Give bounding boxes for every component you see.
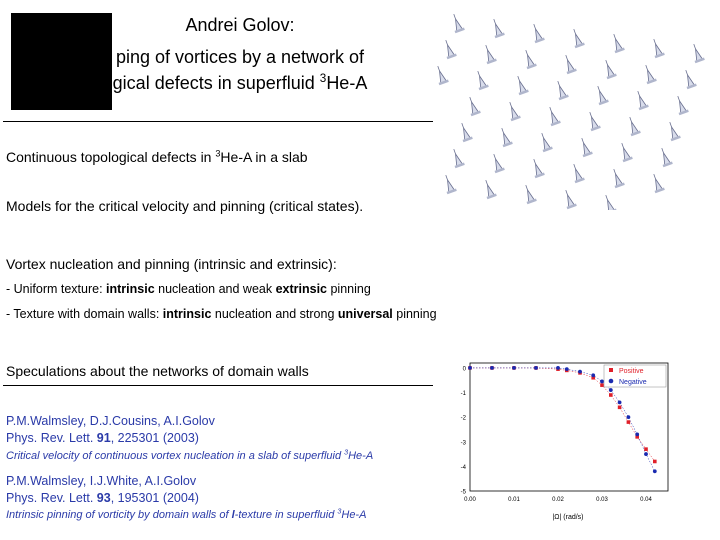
y-tick-label: 0 <box>462 366 466 373</box>
texture-arrow-icon <box>601 58 617 79</box>
legend <box>604 365 666 387</box>
texture-arrow-icon <box>449 12 465 33</box>
texture-arrow-icon <box>625 115 641 136</box>
texture-arrow-icon <box>529 157 545 178</box>
reference-1-title: Critical velocity of continuous vortex nucleation in a slab of superfluid $^3$He-A <box>6 448 374 462</box>
data-point-negative <box>600 380 604 384</box>
texture-arrow-icon <box>513 74 529 95</box>
bullet-domain-walls: - Texture with domain walls: intrinsic nucleation and strong universal pinning <box>6 307 437 321</box>
texture-arrow-icon <box>585 110 601 131</box>
texture-arrow-icon <box>569 162 585 183</box>
texture-arrow-icon <box>649 37 665 58</box>
data-point-negative <box>644 452 648 456</box>
texture-arrow-icon <box>641 63 657 84</box>
bullet-uniform-texture: - Uniform texture: intrinsic nucleation and weak extrinsic pinning <box>6 282 371 296</box>
data-point-positive <box>609 393 613 397</box>
legend-marker-negative <box>609 379 614 384</box>
texture-arrow-icon <box>521 183 537 204</box>
data-point-positive <box>618 406 622 410</box>
section-defects: Continuous topological defects in $^3$He-A in a slab <box>6 148 308 165</box>
data-point-positive <box>644 447 648 451</box>
texture-arrow-icon <box>481 178 497 199</box>
texture-arrow-icon <box>633 89 649 110</box>
texture-arrow-icon <box>449 147 465 168</box>
data-point-negative <box>653 469 657 473</box>
title-divider <box>3 121 433 122</box>
texture-arrow-icon <box>441 173 457 194</box>
data-point-positive <box>653 460 657 464</box>
texture-arrow-icon <box>481 43 497 64</box>
section-models: Models for the critical velocity and pinning (critical states). <box>6 198 364 214</box>
data-point-negative <box>609 388 613 392</box>
data-point-positive <box>600 383 604 387</box>
texture-arrow-icon <box>577 136 593 157</box>
texture-arrow-icon <box>593 84 609 105</box>
texture-arrow-icon <box>609 32 625 53</box>
x-tick-label: 0.02 <box>552 497 564 503</box>
legend-label-negative: Negative <box>619 379 647 386</box>
data-point-positive <box>627 420 631 424</box>
y-tick-label: -3 <box>460 440 466 447</box>
x-tick-label: 0.04 <box>640 497 652 503</box>
reference-2-journal: Phys. Rev. Lett. 93, 195301 (2004) <box>6 491 199 505</box>
texture-arrow-icon <box>537 131 553 152</box>
section-nucleation: Vortex nucleation and pinning (intrinsic and extrinsic): <box>6 256 337 272</box>
slide-title-line1: Andrei Golov: <box>185 15 295 35</box>
texture-arrow-icon <box>505 100 521 121</box>
data-point-negative <box>635 432 639 436</box>
texture-arrow-icon <box>609 167 625 188</box>
data-point-negative <box>490 366 494 370</box>
speculations-divider <box>3 385 433 386</box>
x-tick-label: 0.03 <box>596 497 608 503</box>
x-tick-label: 0.00 <box>464 497 476 503</box>
x-tick-label: 0.01 <box>508 497 520 503</box>
data-point-negative <box>578 370 582 374</box>
data-point-negative <box>556 366 560 370</box>
data-point-negative <box>565 367 569 371</box>
slide-title-line2: ping of vortices by a network of <box>115 47 365 67</box>
texture-arrow-icon <box>465 95 481 116</box>
y-tick-label: -1 <box>460 391 466 398</box>
texture-arrow-icon <box>689 42 705 63</box>
texture-arrow-icon <box>569 27 585 48</box>
texture-arrow-icon <box>657 146 673 167</box>
texture-arrow-icon <box>561 188 577 209</box>
data-point-negative <box>618 400 622 404</box>
y-tick-label: -5 <box>460 489 466 496</box>
reference-2-title: Intrinsic pinning of vorticity by domain walls of l-texture in superfluid $^3$He-A <box>6 507 367 521</box>
texture-arrow-icon <box>433 64 449 85</box>
critical-velocity-chart <box>448 355 688 525</box>
texture-arrow-icon <box>553 79 569 100</box>
data-point-negative <box>512 366 516 370</box>
slide-title-line3: gical defects in superfluid $^3$He-A <box>112 72 368 93</box>
texture-arrow-icon <box>497 126 513 147</box>
texture-arrow-icon <box>649 172 665 193</box>
texture-arrow-icon <box>665 120 681 141</box>
reference-2-authors: P.M.Walmsley, I.J.White, A.I.Golov <box>6 474 197 488</box>
texture-arrow-icon <box>681 68 697 89</box>
data-point-negative <box>468 366 472 370</box>
data-point-negative <box>591 373 595 377</box>
section-speculations: Speculations about the networks of domain walls <box>6 363 309 379</box>
texture-arrow-icon <box>441 38 457 59</box>
texture-icon-pattern <box>430 10 720 210</box>
data-point-negative <box>627 415 631 419</box>
texture-arrow-icon <box>545 105 561 126</box>
legend-label-positive: Positive <box>619 368 644 375</box>
texture-arrow-icon <box>617 141 633 162</box>
x-axis-label: |Ω| (rad/s) <box>552 514 584 521</box>
data-point-negative <box>534 366 538 370</box>
y-tick-label: -4 <box>460 464 466 471</box>
texture-arrow-icon <box>489 17 505 38</box>
texture-arrow-icon <box>673 94 689 115</box>
texture-arrow-icon <box>521 48 537 69</box>
reference-1-authors: P.M.Walmsley, D.J.Cousins, A.I.Golov <box>6 414 215 428</box>
texture-arrow-icon <box>473 69 489 90</box>
texture-arrow-icon <box>489 152 505 173</box>
texture-arrow-icon <box>529 22 545 43</box>
legend-marker-positive <box>609 368 613 372</box>
texture-arrow-icon <box>561 53 577 74</box>
y-tick-label: -2 <box>460 415 466 422</box>
reference-1-journal: Phys. Rev. Lett. 91, 225301 (2003) <box>6 431 199 445</box>
texture-arrow-icon <box>457 121 473 142</box>
texture-arrow-icon <box>601 193 617 210</box>
